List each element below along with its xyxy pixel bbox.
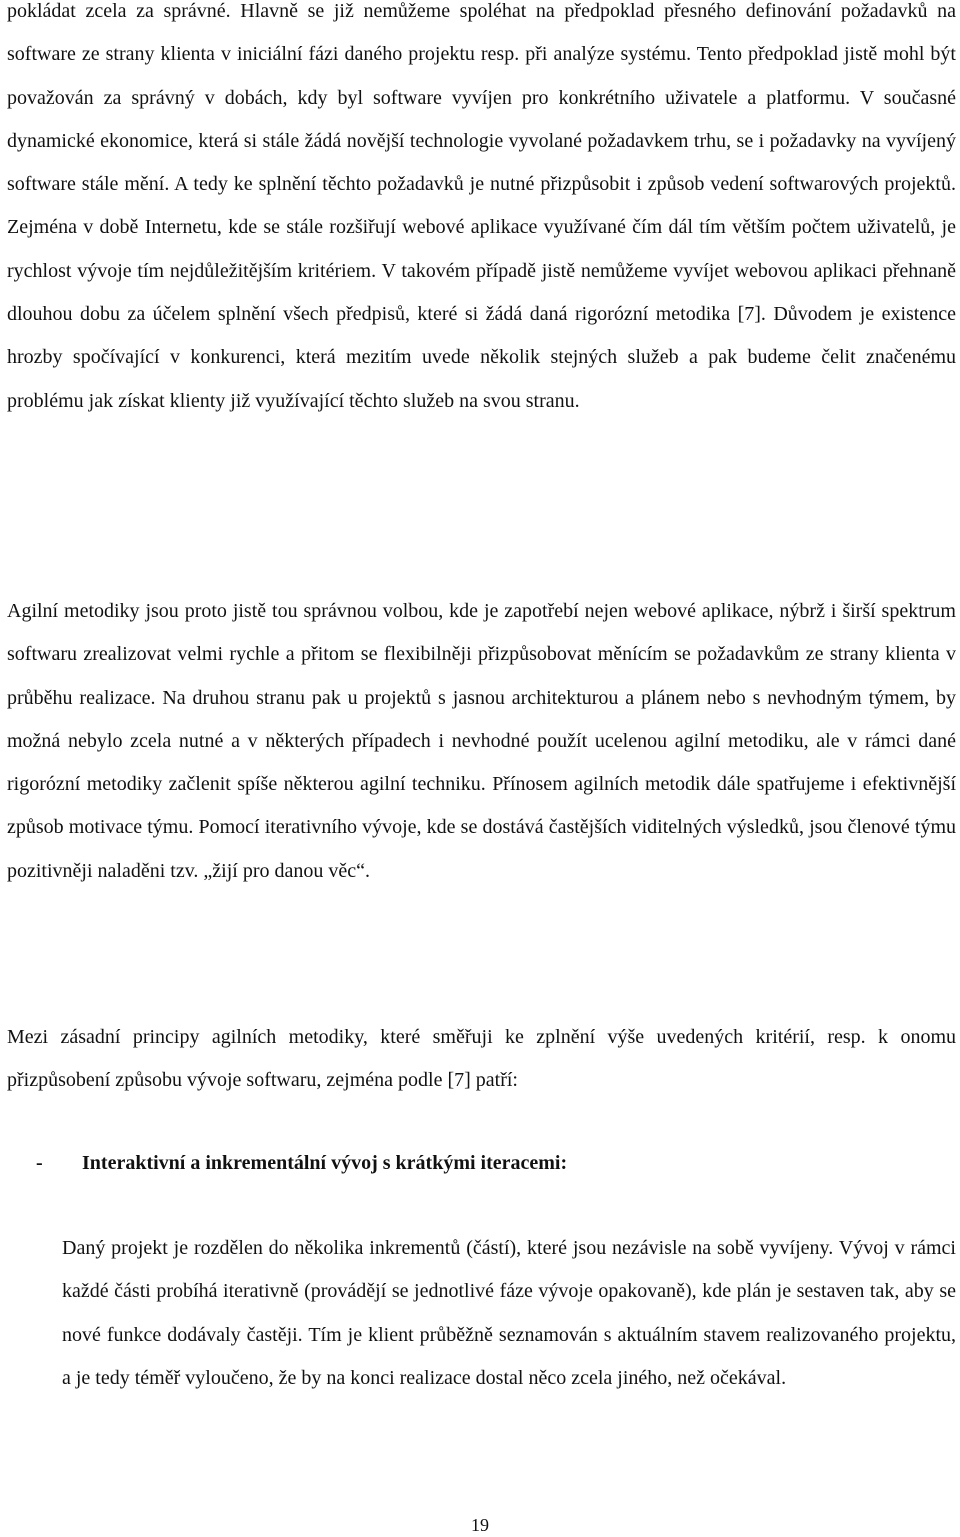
paragraph-principles: Mezi zásadní principy agilních metodiky, které směřuji ke zplnění výše uvedených kritérií, resp. k onomu přizpůsobení způsobu vývoje softwaru, zejména podle [7] patří: bbox=[7, 1026, 956, 1092]
page-number: 19 bbox=[471, 1515, 489, 1535]
list-dash: - bbox=[36, 1152, 43, 1174]
paragraph-iterative-development: Daný projekt je rozdělen do několika inkrementů (částí), které jsou nezávisle na sobě vyvíjeny. Vývoj v rámci každé části probíhá iterativně (provádějí se jednotlivé fáze vývoje opakovaně), kde plán je sestaven tak, aby se nové funkce dodávaly častěji. Tím je klient průběžně seznamován s aktuálním stavem realizovaného projektu, a je tedy téměř vyloučeno, že by na konci realizace dostal něco zcela jiného, než očekával. bbox=[62, 1237, 956, 1389]
list-item-title: Interaktivní a inkrementální vývoj s krátkými iteracemi: bbox=[82, 1152, 568, 1174]
paragraph-agile-methods: Agilní metodiky jsou proto jistě tou správnou volbou, kde je zapotřebí nejen webové aplikace, nýbrž i širší spektrum softwaru zrealizovat velmi rychle a přitom se flexibilněji přizpůsobovat měnícím se požadavkům ze strany klienta v průběhu realizace. Na druhou stranu pak u projektů s jasnou architekturou a plánem nebo s nevhodným týmem, by možná nebylo zcela nutné a v některých případech i nevhodné použít ucelenou agilní metodiku, ale v rámci dané rigorózní metodiky začlenit spíše některou agilní techniku. Přínosem agilních metodik dále spatřujeme i efektivnější způsob motivace týmu. Pomocí iterativního vývoje, kde se dostává častějších viditelných výsledků, jsou členové týmu pozitivněji naladěni tzv. „žijí pro danou věc“. bbox=[7, 600, 956, 882]
list-item-heading bbox=[36, 1142, 936, 1185]
paragraph-intro: pokládat zcela za správné. Hlavně se již nemůžeme spoléhat na předpoklad přesného definování požadavků na software ze strany klienta v iniciální fázi daného projektu resp. při analýze systému. Tento předpoklad jistě mohl být považován za správný v dobách, kdy byl software vyvíjen pro konkrétního uživatele a platformu. V současné dynamické ekonomice, která si stále žádá novější technologie vyvolané požadavkem trhu, se i požadavky na vyvíjený software stále mění. A tedy ke splnění těchto požadavků je nutné přizpůsobit i způsob vedení softwarových projektů. Zejména v době Internetu, kde se stále rozšiřují webové aplikace využívané čím dál tím větším počtem uživatelů, je rychlost vývoje tím nejdůležitějším kritériem. V takovém případě jistě nemůžeme vyvíjet webovou aplikaci přehnaně dlouhou dobu za účelem splnění všech předpisů, které si žádá daná rigorózní metodika [7]. Důvodem je existence hrozby spočívající v konkurenci, která mezitím uvede několik stejných služeb a pak budeme čelit značenému problému jak získat klienty již využívající těchto služeb na svou stranu. bbox=[7, 0, 956, 412]
